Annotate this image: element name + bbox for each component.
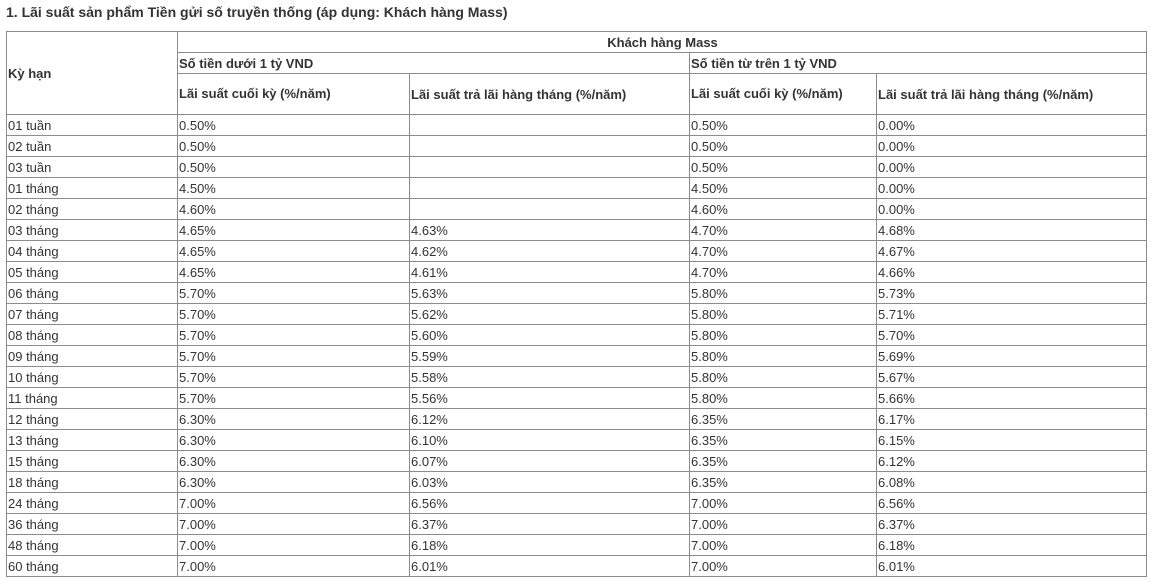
table-row — [7, 556, 1147, 577]
monthly-rate-under-1b: 5.58% — [410, 367, 690, 388]
monthly-rate-over-1b: 5.67% — [877, 367, 1147, 388]
table-row — [7, 241, 1147, 262]
end-term-rate-over-1b: 4.70% — [690, 220, 877, 241]
table-row — [7, 430, 1147, 451]
term-cell: 03 tuần — [7, 157, 178, 178]
end-term-rate-under-1b: 7.00% — [178, 556, 410, 577]
monthly-rate-under-1b — [410, 199, 690, 220]
monthly-rate-over-1b: 4.67% — [877, 241, 1147, 262]
table-row — [7, 199, 1147, 220]
monthly-rate-under-1b: 6.12% — [410, 409, 690, 430]
table-row — [7, 115, 1147, 136]
end-term-rate-over-1b: 7.00% — [690, 493, 877, 514]
monthly-rate-under-1b: 6.01% — [410, 556, 690, 577]
monthly-rate-over-1b: 6.15% — [877, 430, 1147, 451]
monthly-rate-under-1b: 4.62% — [410, 241, 690, 262]
table-row — [7, 157, 1147, 178]
end-term-rate-over-1b: 4.50% — [690, 178, 877, 199]
end-term-rate-over-1b: 7.00% — [690, 535, 877, 556]
end-term-rate-over-1b: 0.50% — [690, 115, 877, 136]
end-term-rate-under-1b: 0.50% — [178, 115, 410, 136]
monthly-rate-under-1b: 6.37% — [410, 514, 690, 535]
monthly-rate-over-1b: 5.66% — [877, 388, 1147, 409]
end-term-rate-over-1b: 6.35% — [690, 430, 877, 451]
end-term-rate-under-1b: 6.30% — [178, 451, 410, 472]
end-term-rate-under-1b: 5.70% — [178, 304, 410, 325]
end-term-rate-over-1b: 4.70% — [690, 241, 877, 262]
header-row-segments — [7, 53, 1147, 74]
table-row — [7, 472, 1147, 493]
end-term-rate-over-1b: 5.80% — [690, 304, 877, 325]
segment-header-over-1b: Số tiền từ trên 1 tỷ VND — [690, 53, 1147, 74]
end-term-rate-over-1b: 0.50% — [690, 157, 877, 178]
table-row — [7, 304, 1147, 325]
monthly-rate-over-1b: 0.00% — [877, 199, 1147, 220]
monthly-rate-over-1b: 0.00% — [877, 136, 1147, 157]
end-term-rate-under-1b: 0.50% — [178, 136, 410, 157]
monthly-rate-under-1b: 6.10% — [410, 430, 690, 451]
monthly-rate-under-1b: 6.07% — [410, 451, 690, 472]
monthly-rate-over-1b: 6.08% — [877, 472, 1147, 493]
table-row — [7, 178, 1147, 199]
table-row — [7, 346, 1147, 367]
monthly-rate-under-1b: 5.60% — [410, 325, 690, 346]
end-term-rate-over-1b: 5.80% — [690, 325, 877, 346]
table-row — [7, 262, 1147, 283]
monthly-rate-under-1b: 6.18% — [410, 535, 690, 556]
end-term-rate-over-1b: 6.35% — [690, 409, 877, 430]
end-term-rate-under-1b: 4.65% — [178, 220, 410, 241]
term-header: Kỳ hạn — [7, 32, 178, 115]
monthly-rate-over-1b: 6.01% — [877, 556, 1147, 577]
end-term-rate-over-1b: 5.80% — [690, 367, 877, 388]
end-term-rate-under-1b: 4.60% — [178, 199, 410, 220]
term-cell: 02 tuần — [7, 136, 178, 157]
term-cell: 08 tháng — [7, 325, 178, 346]
table-row — [7, 451, 1147, 472]
monthly-rate-over-1b: 5.70% — [877, 325, 1147, 346]
monthly-rate-over-1b: 6.18% — [877, 535, 1147, 556]
end-term-rate-under-1b: 0.50% — [178, 157, 410, 178]
monthly-rate-over-1b: 5.69% — [877, 346, 1147, 367]
monthly-rate-over-1b: 6.12% — [877, 451, 1147, 472]
col-header-monthly-under-1b: Lãi suất trả lãi hàng tháng (%/năm) — [410, 74, 690, 115]
monthly-rate-over-1b: 6.17% — [877, 409, 1147, 430]
end-term-rate-over-1b: 4.60% — [690, 199, 877, 220]
monthly-rate-under-1b: 4.63% — [410, 220, 690, 241]
end-term-rate-under-1b: 4.65% — [178, 262, 410, 283]
monthly-rate-over-1b: 4.68% — [877, 220, 1147, 241]
term-cell: 36 tháng — [7, 514, 178, 535]
term-cell: 01 tuần — [7, 115, 178, 136]
interest-rate-table — [6, 31, 1147, 577]
end-term-rate-under-1b: 6.30% — [178, 409, 410, 430]
term-cell: 15 tháng — [7, 451, 178, 472]
monthly-rate-under-1b — [410, 115, 690, 136]
term-cell: 03 tháng — [7, 220, 178, 241]
header-row-columns — [7, 74, 1147, 115]
page-title: 1. Lãi suất sản phẩm Tiền gửi số truyền thống (áp dụng: Khách hàng Mass) — [6, 4, 508, 20]
term-cell: 01 tháng — [7, 178, 178, 199]
table-body — [7, 32, 1147, 577]
term-cell: 11 tháng — [7, 388, 178, 409]
term-cell: 10 tháng — [7, 367, 178, 388]
end-term-rate-under-1b: 5.70% — [178, 346, 410, 367]
term-cell: 24 tháng — [7, 493, 178, 514]
header-row-group — [7, 32, 1147, 53]
table-row — [7, 535, 1147, 556]
table-row — [7, 367, 1147, 388]
monthly-rate-under-1b: 4.61% — [410, 262, 690, 283]
table-row — [7, 136, 1147, 157]
end-term-rate-over-1b: 5.80% — [690, 388, 877, 409]
term-cell: 06 tháng — [7, 283, 178, 304]
term-cell: 48 tháng — [7, 535, 178, 556]
table-row — [7, 409, 1147, 430]
table-row — [7, 220, 1147, 241]
monthly-rate-under-1b: 5.56% — [410, 388, 690, 409]
end-term-rate-under-1b: 5.70% — [178, 325, 410, 346]
monthly-rate-under-1b: 6.03% — [410, 472, 690, 493]
table-row — [7, 283, 1147, 304]
term-cell: 60 tháng — [7, 556, 178, 577]
monthly-rate-under-1b — [410, 178, 690, 199]
monthly-rate-under-1b — [410, 157, 690, 178]
end-term-rate-over-1b: 7.00% — [690, 556, 877, 577]
end-term-rate-over-1b: 5.80% — [690, 283, 877, 304]
end-term-rate-under-1b: 7.00% — [178, 493, 410, 514]
monthly-rate-over-1b: 0.00% — [877, 115, 1147, 136]
end-term-rate-under-1b: 5.70% — [178, 388, 410, 409]
term-cell: 07 tháng — [7, 304, 178, 325]
end-term-rate-under-1b: 4.65% — [178, 241, 410, 262]
col-header-monthly-over-1b: Lãi suất trả lãi hàng tháng (%/năm) — [877, 74, 1147, 115]
monthly-rate-under-1b: 6.56% — [410, 493, 690, 514]
term-cell: 09 tháng — [7, 346, 178, 367]
table-row — [7, 388, 1147, 409]
end-term-rate-under-1b: 5.70% — [178, 283, 410, 304]
table-row — [7, 514, 1147, 535]
end-term-rate-over-1b: 6.35% — [690, 451, 877, 472]
end-term-rate-under-1b: 6.30% — [178, 430, 410, 451]
table-row — [7, 493, 1147, 514]
monthly-rate-over-1b: 5.73% — [877, 283, 1147, 304]
end-term-rate-under-1b: 7.00% — [178, 535, 410, 556]
end-term-rate-over-1b: 0.50% — [690, 136, 877, 157]
monthly-rate-under-1b: 5.62% — [410, 304, 690, 325]
monthly-rate-over-1b: 6.56% — [877, 493, 1147, 514]
term-cell: 13 tháng — [7, 430, 178, 451]
monthly-rate-over-1b: 0.00% — [877, 178, 1147, 199]
term-cell: 12 tháng — [7, 409, 178, 430]
end-term-rate-over-1b: 4.70% — [690, 262, 877, 283]
monthly-rate-under-1b: 5.59% — [410, 346, 690, 367]
end-term-rate-over-1b: 5.80% — [690, 346, 877, 367]
monthly-rate-over-1b: 6.37% — [877, 514, 1147, 535]
term-cell: 18 tháng — [7, 472, 178, 493]
col-header-end-term-over-1b: Lãi suất cuối kỳ (%/năm) — [690, 74, 877, 115]
end-term-rate-under-1b: 6.30% — [178, 472, 410, 493]
term-cell: 04 tháng — [7, 241, 178, 262]
end-term-rate-under-1b: 4.50% — [178, 178, 410, 199]
monthly-rate-over-1b: 5.71% — [877, 304, 1147, 325]
end-term-rate-under-1b: 7.00% — [178, 514, 410, 535]
group-header: Khách hàng Mass — [178, 32, 1147, 53]
end-term-rate-over-1b: 7.00% — [690, 514, 877, 535]
monthly-rate-under-1b — [410, 136, 690, 157]
term-cell: 05 tháng — [7, 262, 178, 283]
term-cell: 02 tháng — [7, 199, 178, 220]
end-term-rate-under-1b: 5.70% — [178, 367, 410, 388]
col-header-end-term-under-1b: Lãi suất cuối kỳ (%/năm) — [178, 74, 410, 115]
monthly-rate-over-1b: 0.00% — [877, 157, 1147, 178]
monthly-rate-under-1b: 5.63% — [410, 283, 690, 304]
segment-header-under-1b: Số tiền dưới 1 tỷ VND — [178, 53, 690, 74]
monthly-rate-over-1b: 4.66% — [877, 262, 1147, 283]
table-row — [7, 325, 1147, 346]
end-term-rate-over-1b: 6.35% — [690, 472, 877, 493]
